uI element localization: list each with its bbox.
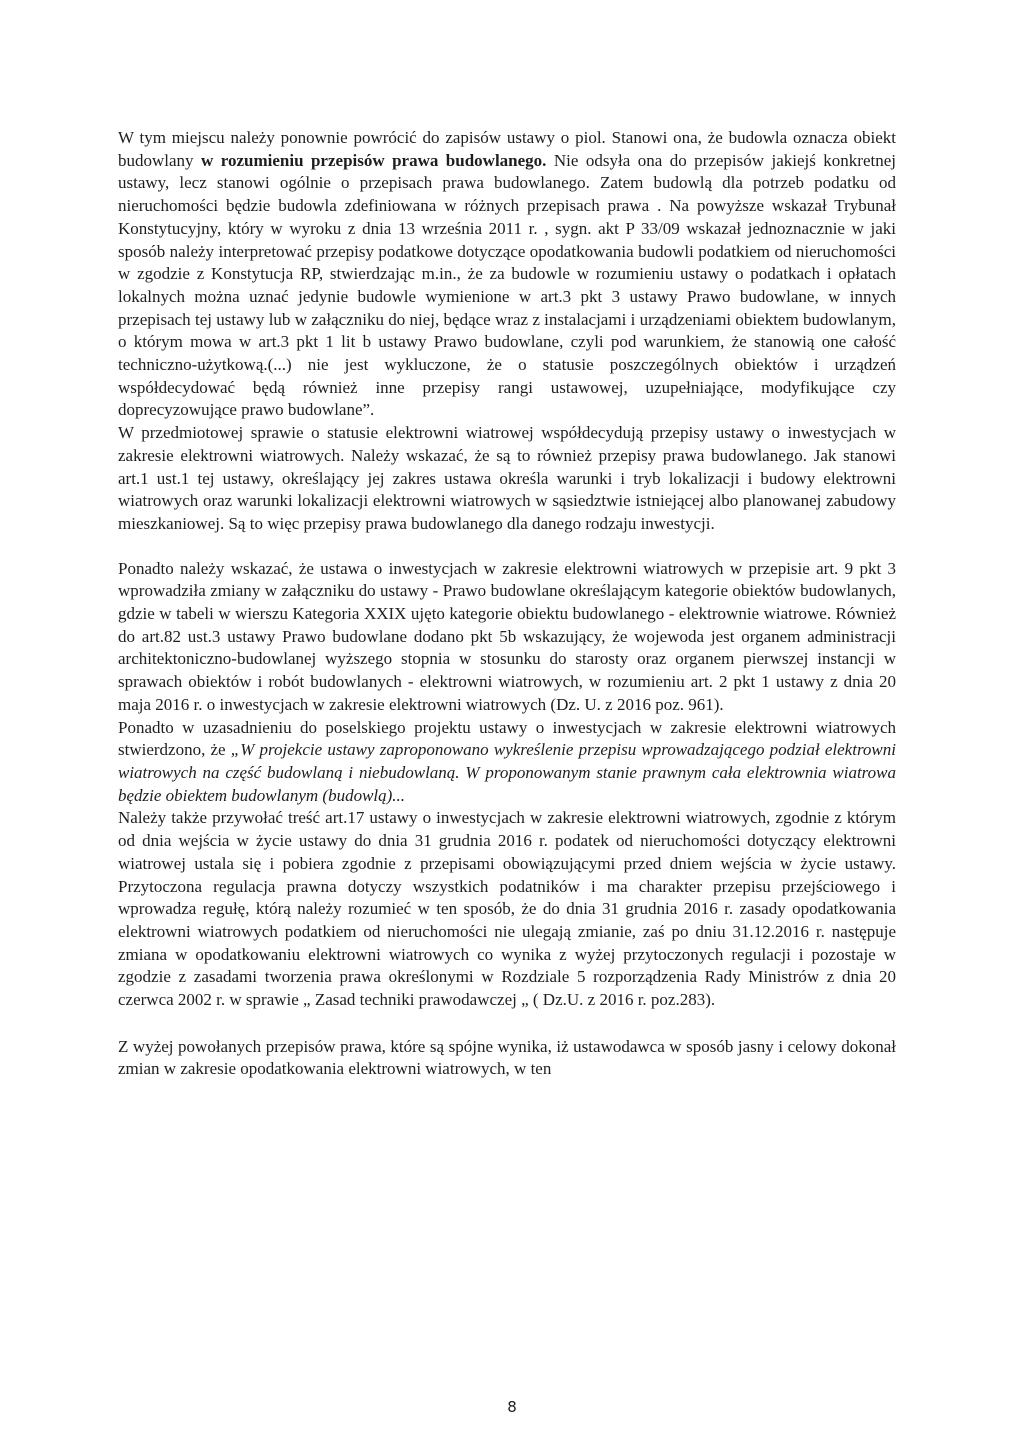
- paragraph-1: [118, 127, 896, 422]
- paragraph-5: Należy także przywołać treść art.17 ustawy o inwestycjach w zakresie elektrowni wiatrowych, zgodnie z którym od dnia wejścia w życie ustawy do dnia 31 grudnia 2016 r. podatek od nieruchomości dotyczący elektrowni wiatrowej ustala się i pobiera zgodnie z przepisami obowiązującymi przed dniem wejścia w życie ustawy. Przytoczona regulacja prawna dotyczy wszystkich podatników i ma charakter przepisu przejściowego i wprowadza regułę, którą należy rozumieć w ten sposób, że do dnia 31 grudnia 2016 r. zasady opodatkowania elektrowni wiatrowych podatkiem od nieruchomości nie ulegają zmianie, zaś po dniu 31.12.2016 r. następuje zmiana w opodatkowaniu elektrowni wiatrowych co wynika z wyżej przytoczonych regulacji i pozostaje w zgodzie z zasadami tworzenia prawa określonymi w Rozdziale 5 rozporządzenia Rady Ministrów z dnia 20 czerwca 2002 r. w sprawie „ Zasad techniki prawodawczej „ ( Dz.U. z 2016 r. poz.283).: [118, 808, 896, 1010]
- paragraph-2: W przedmiotowej sprawie o statusie elektrowni wiatrowej współdecydują przepisy ustawy o inwestycjach w zakresie elektrowni wiatrowych. Należy wskazać, że są to również przepisy prawa budowlanego. Jak stanowi art.1 ust.1 tej ustawy, określający jej zakres ustawa określa warunki i tryb lokalizacji i budowy elektrowni wiatrowych oraz warunki lokalizacji elektrowni wiatrowych w sąsiedztwie istniejącej albo planowanej zabudowy mieszkaniowej. Są to więc przepisy prawa budowlanego dla danego rodzaju inwestycji.: [118, 423, 896, 533]
- paragraph-6: Z wyżej powołanych przepisów prawa, które są spójne wynika, iż ustawodawca w sposób jasny i celowy dokonał zmian w zakresie opodatkowania elektrowni wiatrowych, w ten: [118, 1036, 896, 1079]
- paragraph-gap: [118, 536, 896, 558]
- paragraph-1-text-b: Nie odsyła ona do przepisów jakiejś konkretnej ustawy, lecz stanowi ogólnie o przepisach prawa budowlanego. Zatem budowlą dla potrzeb podatku od nieruchomości będzie budowla zdefiniowana w różnych przepisach prawa . Na powyższe wskazał Trybunał Konstytucyjny, który w wyroku z dnia 13 września 2011 r. , sygn. akt P 33/09 wskazał jednoznacznie w jaki sposób należy interpretować przepisy podatkowe dotyczące opodatkowania budowli podatkiem od nieruchomości w zgodzie z Konstytucja RP, stwierdzając m.in., że za budowle w rozumieniu ustawy o podatkach i opłatach lokalnych można uznać jedynie budowle wymienione w art.3 pkt 3 ustawy Prawo budowlane, w innych przepisach tej ustawy lub w załączniku do niej, będące wraz z instalacjami i urządzeniami obiektem budowlanym, o którym mowa w art.3 pkt 1 lit b ustawy Prawo budowlane, czyli pod warunkiem, że stanowią one całość techniczno-użytkową.(...) nie jest wykluczone, że o statusie poszczególnych obiektów i urządzeń współdecydować będą również inne przepisy rangi ustawowej, uzupełniające, modyfikujące czy doprecyzowujące prawo budowlane”.: [118, 150, 896, 420]
- paragraph-1-bold-text: w rozumieniu przepisów prawa budowlanego.: [201, 150, 547, 170]
- paragraph-3: Ponadto należy wskazać, że ustawa o inwestycjach w zakresie elektrowni wiatrowych w przepisie art. 9 pkt 3 wprowadziła zmiany w załączniku do ustawy - Prawo budowlane określającym kategorie obiektów budowlanych, gdzie w tabeli w wierszu Kategoria XXIX ujęto kategorie obiektu budowlanego - elektrownie wiatrowe. Również do art.82 ust.3 ustawy Prawo budowlane dodano pkt 5b wskazujący, że wojewoda jest organem administracji architektoniczno-budowlanej wyższego stopnia w stosunku do starosty oraz organem pierwszej instancji w sprawach obiektów i robót budowlanych - elektrowni wiatrowych, w rozumieniu art. 2 pkt 1 ustawy z dnia 20 maja 2016 r. o inwestycjach w zakresie elektrowni wiatrowych (Dz. U. z 2016 poz. 961).: [118, 558, 896, 714]
- document-body: [118, 127, 896, 1081]
- paragraph-gap: [118, 1012, 896, 1036]
- paragraph-4-text: Ponadto w uzasadnieniu do poselskiego projektu ustawy o inwestycjach w zakresie elektrowni wiatrowych stwierdzono, że: [118, 717, 896, 760]
- paragraph-4-quote: „W projekcie ustawy zaproponowano wykreślenie przepisu wprowadzającego podział elektrowni wiatrowych na część budowlaną i niebudowlaną. W proponowanym stanie prawnym cała elektrownia wiatrowa będzie obiektem budowlanym (budowlą)...: [118, 740, 896, 805]
- page-number: 8: [507, 1398, 517, 1416]
- paragraph-1-text-a: W tym miejscu należy ponownie powrócić do zapisów ustawy o piol. Stanowi ona, że budowla oznacza obiekt budowlany: [118, 128, 896, 170]
- paragraph-4: [118, 717, 896, 808]
